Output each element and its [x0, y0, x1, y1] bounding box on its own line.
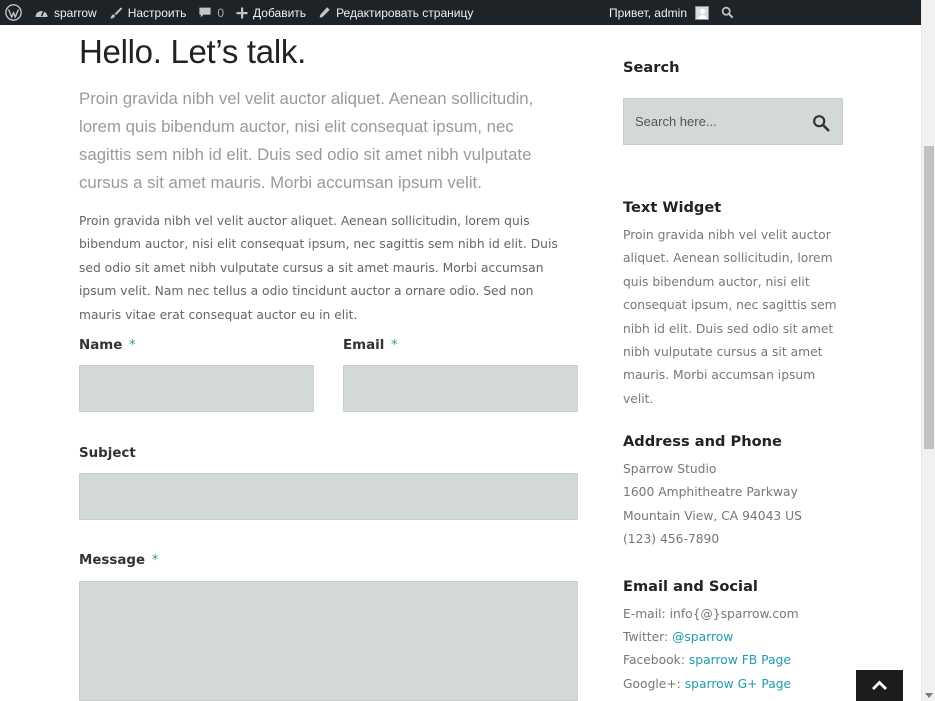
- facebook-link[interactable]: sparrow FB Page: [688, 653, 791, 667]
- email-input[interactable]: [343, 365, 578, 412]
- edit-page-button[interactable]: [312, 0, 479, 25]
- email-value: info{@}sparrow.com: [669, 607, 799, 621]
- admin-bar: [0, 0, 921, 25]
- email-line: [623, 607, 799, 621]
- phone-line: (123) 456-7890: [623, 532, 720, 546]
- lead-paragraph: Proin gravida nibh vel velit auctor aliquet. Aenean sollicitudin, lorem quis bibendum auctor, nisi elit consequat ipsum, nec sagittis sem nibh id elit. Duis sed odio sit amet nibh vulputate cursus a sit amet mauris. Morbi accumsan ipsum velit.: [79, 89, 534, 192]
- page-title: Hello. Let’s talk.: [79, 33, 306, 70]
- my-account-menu[interactable]: [603, 0, 715, 25]
- customize-label: Настроить: [127, 5, 187, 20]
- search-submit-icon[interactable]: [812, 114, 830, 132]
- message-textarea[interactable]: [79, 581, 578, 701]
- email-required-mark: *: [391, 338, 398, 353]
- plus-icon: [236, 7, 248, 19]
- back-to-top-button[interactable]: [856, 670, 903, 701]
- pencil-icon: [318, 6, 331, 19]
- text-widget-title: Text Widget: [623, 199, 722, 216]
- add-new-label: Добавить: [253, 5, 307, 20]
- scrollbar-thumb[interactable]: [924, 146, 934, 449]
- page-scrollbar[interactable]: [921, 0, 935, 701]
- email-label: [343, 338, 398, 353]
- chevron-up-icon: [871, 679, 888, 691]
- twitter-line: [623, 630, 733, 644]
- address-line: Mountain View, CA 94043 US: [623, 509, 802, 523]
- body-paragraph: Proin gravida nibh vel velit auctor aliquet. Aenean sollicitudin, lorem quis bibendum auctor, nisi elit consequat ipsum, nec sagittis sem nibh id elit. Duis sed odio sit amet nibh vulputate cursus a sit amet mauris. Morbi accumsan ipsum velit. Nam nec tellus a odio tincidunt auctor a ornare odio. Sed non mauris vitae erat consequat auctor eu in elit.: [79, 214, 558, 322]
- subject-input[interactable]: [79, 473, 578, 520]
- search-icon: [721, 6, 734, 19]
- google-prefix: Google+:: [623, 677, 681, 691]
- facebook-prefix: Facebook:: [623, 653, 685, 667]
- search-input[interactable]: [624, 99, 804, 144]
- brush-icon: [109, 6, 123, 20]
- message-label: [79, 553, 158, 568]
- edit-page-label: Редактировать страницу: [336, 5, 474, 20]
- email-label-text: Email: [343, 338, 385, 353]
- search-form: [623, 98, 843, 145]
- message-required-mark: *: [151, 553, 159, 568]
- google-line: [623, 677, 791, 691]
- address-line: 1600 Amphitheatre Parkway: [623, 485, 798, 499]
- twitter-prefix: Twitter:: [623, 630, 669, 644]
- message-label-text: Message: [79, 553, 146, 568]
- site-name-menu[interactable]: [28, 0, 103, 25]
- comments-button[interactable]: [192, 0, 230, 25]
- address-line: Sparrow Studio: [623, 462, 717, 476]
- search-widget-title: Search: [623, 59, 680, 76]
- site-name-label: sparrow: [54, 5, 97, 20]
- wordpress-logo-button[interactable]: [0, 0, 28, 25]
- name-label: [79, 338, 136, 353]
- comments-count: 0: [217, 5, 225, 20]
- twitter-link[interactable]: @sparrow: [672, 630, 734, 644]
- text-widget-body: Proin gravida nibh vel velit auctor aliquet. Aenean sollicitudin, lorem quis bibendum auctor, nisi elit consequat ipsum, nec sagittis sem nibh id elit. Duis sed odio sit amet nibh vulputate cursus a sit amet mauris. Morbi accumsan ipsum velit.: [623, 228, 837, 406]
- avatar: [695, 6, 709, 20]
- comment-icon: [198, 6, 212, 19]
- wordpress-icon: [5, 4, 22, 21]
- adminbar-search-button[interactable]: [715, 0, 921, 25]
- name-required-mark: *: [128, 338, 136, 353]
- dashboard-icon: [34, 6, 49, 19]
- name-input[interactable]: [79, 365, 314, 412]
- scroll-down-arrow-icon[interactable]: [925, 693, 933, 698]
- customize-button[interactable]: [103, 0, 193, 25]
- greeting-label: Привет, admin: [608, 5, 687, 20]
- add-new-button[interactable]: [230, 0, 312, 25]
- subject-label: [79, 446, 136, 461]
- address-widget-title: Address and Phone: [623, 433, 782, 450]
- subject-label-text: Subject: [79, 446, 136, 461]
- email-prefix: E-mail:: [623, 607, 666, 621]
- facebook-line: [623, 653, 791, 667]
- social-widget-title: Email and Social: [623, 578, 758, 595]
- google-link[interactable]: sparrow G+ Page: [684, 677, 792, 691]
- name-label-text: Name: [79, 338, 123, 353]
